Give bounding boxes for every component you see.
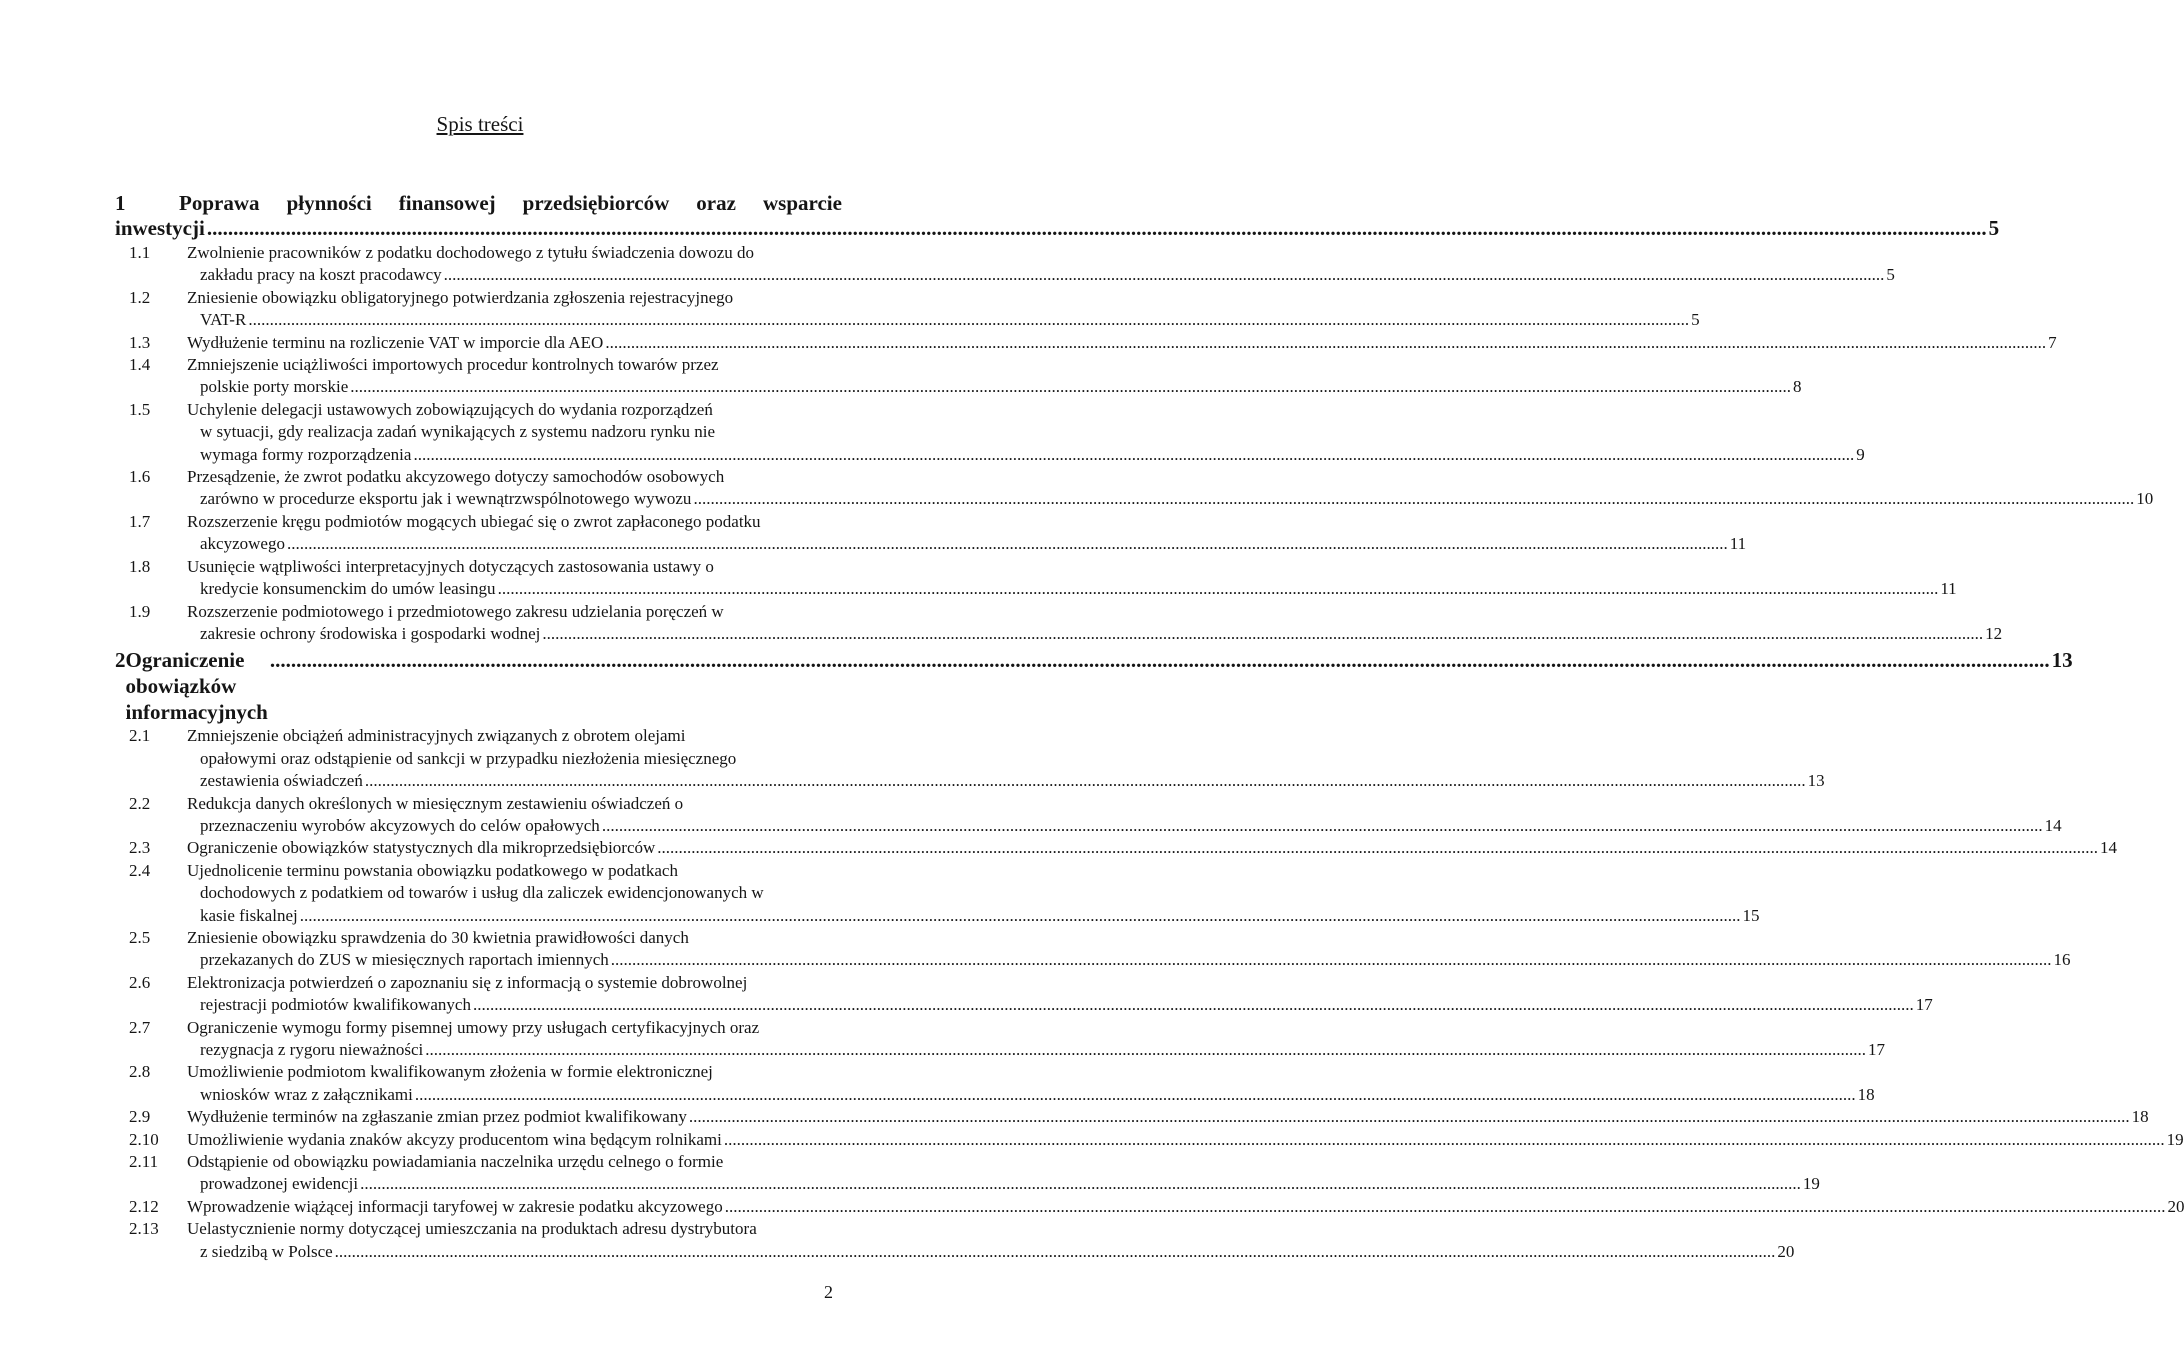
- toc-entry[interactable]: [115, 511, 1747, 556]
- toc-entry-last-line: [187, 815, 2062, 837]
- dot-leader: [335, 1241, 1776, 1263]
- toc-section-heading-text: Ograniczenie obowiązków informacyjnych: [125, 648, 268, 725]
- toc-entry-text-line: zarówno w procedurze eksportu jak i wewnątrzwspólnotowego wywozu: [200, 489, 692, 509]
- toc-entry-text-line: Ograniczenie wymogu formy pisemnej umowy przy usługach certyfikacyjnych oraz: [187, 1017, 760, 1037]
- toc-entry-number: 2.2: [129, 793, 151, 813]
- toc-entry-body: [187, 556, 1957, 601]
- toc-entry-text-line: zestawienia oświadczeń: [200, 771, 363, 791]
- toc-entry-body: [187, 242, 1895, 287]
- toc-entry[interactable]: [115, 601, 2003, 646]
- toc-entry-body: [187, 793, 2062, 838]
- toc-page-ref: 15: [1742, 905, 1760, 925]
- toc-entry-text-line: Zwolnienie pracowników z podatku dochodowego z tytułu świadczenia dowozu do: [187, 243, 754, 262]
- toc-entry-number: 2.13: [129, 1219, 159, 1239]
- toc-entry-number: 2.10: [129, 1129, 159, 1149]
- toc-entry[interactable]: [115, 1061, 1875, 1106]
- toc-entry[interactable]: [115, 287, 1700, 332]
- toc-entry[interactable]: [115, 1218, 1795, 1263]
- table-of-contents: [115, 190, 2184, 1263]
- dot-leader: [207, 216, 1987, 240]
- toc-page-ref: 9: [1856, 444, 1865, 464]
- toc-entry-text-line: Ograniczenie obowiązków statystycznych dla mikroprzedsiębiorców: [187, 838, 656, 858]
- toc-entry-text-line: Uchylenie delegacji ustawowych zobowiązujących do wydania rozporządzeń: [187, 399, 713, 419]
- dot-leader: [248, 309, 1689, 331]
- toc-entry-last-line: [187, 1084, 1875, 1106]
- toc-entry-last-line: [187, 1039, 1885, 1061]
- toc-entry-body: [187, 601, 2002, 646]
- toc-entry-text-line: Usunięcie wątpliwości interpretacyjnych dotyczących zastosowania ustawy o: [187, 556, 714, 576]
- toc-entry-text-line: Umożliwienie wydania znaków akcyzy producentom wina będącym rolnikami: [187, 1129, 722, 1149]
- toc-entry-body: [187, 354, 1802, 399]
- toc-section-heading-word: płynności: [286, 191, 372, 215]
- dot-leader: [360, 1173, 1801, 1195]
- toc-entry-body: [187, 837, 2117, 859]
- dot-leader: [287, 533, 1728, 555]
- toc-entry[interactable]: [115, 1151, 1820, 1196]
- toc-entry-last-line: [187, 444, 1865, 466]
- toc-section-heading-line: [115, 190, 842, 216]
- toc-entry-text-line: Elektronizacja potwierdzeń o zapoznaniu się z informacją o systemie dobrowolnej: [187, 972, 748, 992]
- toc-entry-body: [187, 1061, 1875, 1106]
- toc-page-ref: 17: [1868, 1040, 1885, 1059]
- toc-entry-body: [187, 860, 1759, 927]
- toc-entry-text-line: Zmniejszenie obciążeń administracyjnych związanych z obrotem olejami: [187, 726, 686, 746]
- toc-entry[interactable]: [115, 466, 2154, 511]
- toc-entry-body: [187, 287, 1700, 332]
- toc-entry-last-line: [187, 376, 1802, 398]
- page-title: Spis treści: [436, 112, 524, 136]
- dot-leader: [350, 376, 1791, 398]
- dot-leader: [415, 1084, 1856, 1106]
- toc-entry-last-line: [187, 488, 2153, 510]
- toc-entry-text-line: wniosków wraz z załącznikami: [200, 1084, 413, 1104]
- toc-entry-text-line: Zniesienie obowiązku obligatoryjnego potwierdzania zgłoszenia rejestracyjnego: [187, 287, 734, 307]
- toc-entry-text-line: kasie fiskalnej: [200, 905, 298, 925]
- toc-entry-text-line: kredycie konsumenckim do umów leasingu: [200, 579, 496, 599]
- toc-entry[interactable]: [115, 1106, 2149, 1128]
- toc-entry-last-line: [187, 837, 2117, 859]
- toc-page-ref: 14: [2044, 815, 2062, 835]
- toc-page-ref: 17: [1915, 995, 1933, 1015]
- toc-entry-text-line: polskie porty morskie: [200, 377, 349, 397]
- toc-entry-text-line: rejestracji podmiotów kwalifikowanych: [200, 995, 471, 1015]
- toc-entry[interactable]: [115, 860, 1760, 927]
- toc-entry-last-line: [187, 578, 1957, 600]
- toc-entry[interactable]: [115, 399, 1865, 466]
- toc-entry[interactable]: [115, 1129, 2184, 1151]
- toc-entry[interactable]: [115, 556, 1957, 601]
- toc-entry-body: [187, 927, 2071, 972]
- dot-leader: [724, 1129, 2165, 1151]
- toc-entry-last-line: [187, 949, 2071, 971]
- dot-leader: [473, 994, 1914, 1016]
- toc-entry-text-line: z siedzibą w Polsce: [200, 1241, 333, 1261]
- toc-section-number: 1: [115, 191, 126, 215]
- toc-entry-text-line: VAT-R: [200, 310, 247, 330]
- toc-entry-text-line: Ujednolicenie terminu powstania obowiązku podatkowego w podatkach: [187, 860, 678, 880]
- dot-leader: [542, 623, 1983, 645]
- dot-leader: [425, 1039, 1866, 1061]
- toc-entry[interactable]: [115, 1196, 2184, 1218]
- dot-leader: [657, 837, 2098, 859]
- toc-page-ref: 5: [1691, 310, 1700, 330]
- toc-entry[interactable]: [115, 354, 1802, 399]
- toc-entry-text-line: przeznaczeniu wyrobów akcyzowych do celów opałowych: [200, 815, 600, 835]
- toc-entry-last-line: [187, 332, 2057, 354]
- toc-entry-text-line: Uelastycznienie normy dotyczącej umieszczania na produktach adresu dystrybutora: [187, 1219, 757, 1239]
- toc-entry-number: 2.1: [129, 726, 151, 746]
- toc-section-heading[interactable]: [115, 190, 2000, 240]
- toc-page-ref: 18: [2131, 1107, 2149, 1127]
- toc-entry-text-line: dochodowych z podatkiem od towarów i usług dla zaliczek ewidencjonowanych w: [200, 883, 764, 903]
- toc-entry-text-line: Rozszerzenie kręgu podmiotów mogących ubiegać się o zwrot zapłaconego podatku: [187, 511, 761, 531]
- toc-section-heading-word: wsparcie: [762, 191, 842, 215]
- toc-section-heading-line: [115, 216, 2000, 240]
- toc-entry[interactable]: [115, 242, 1895, 287]
- toc-entry-number: 2.8: [129, 1062, 151, 1082]
- toc-entry-number: 2.5: [129, 927, 151, 947]
- toc-entry-number: 2.12: [129, 1196, 159, 1216]
- toc-entry-number: 1.6: [129, 467, 151, 487]
- dot-leader: [413, 444, 1854, 466]
- toc-page-ref: 13: [2051, 648, 2073, 673]
- toc-entry[interactable]: [115, 1017, 1885, 1062]
- toc-page-ref: 11: [1940, 579, 1957, 599]
- toc-entry[interactable]: [115, 927, 2071, 972]
- toc-section-heading-text: inwestycji: [115, 216, 205, 240]
- toc-entry-number: 1.7: [129, 511, 151, 531]
- dot-leader: [611, 949, 2052, 971]
- toc-entry-text-line: zakładu pracy na koszt pracodawcy: [200, 265, 442, 285]
- toc-page-ref: 5: [1886, 265, 1895, 285]
- toc-entry[interactable]: [115, 725, 1825, 792]
- toc-section-heading-word: przedsiębiorców: [522, 191, 670, 215]
- toc-entry-number: 2.11: [129, 1152, 159, 1172]
- toc-page-ref: 20: [2167, 1196, 2184, 1216]
- toc-page-ref: 19: [2166, 1129, 2184, 1149]
- toc-entry-number: 2.4: [129, 860, 151, 880]
- toc-entry-number: 1.9: [129, 601, 151, 621]
- toc-section-heading[interactable]: [115, 647, 2073, 725]
- toc-entry-number: 2.3: [129, 838, 151, 858]
- toc-entry-body: [187, 1017, 1885, 1062]
- toc-entry[interactable]: [115, 332, 2057, 354]
- toc-entry-body: [187, 332, 2057, 354]
- toc-entry-number: 1.8: [129, 556, 151, 576]
- dot-leader: [605, 332, 2046, 354]
- toc-entry-last-line: [187, 994, 1933, 1016]
- toc-entry-number: 1.2: [129, 287, 151, 307]
- toc-entry-text-line: zakresie ochrony środowiska i gospodarki wodnej: [200, 623, 541, 643]
- toc-entry-body: [187, 1218, 1794, 1263]
- dot-leader: [300, 905, 1741, 927]
- toc-page-ref: 20: [1777, 1241, 1795, 1261]
- toc-section-heading-word: oraz: [696, 191, 736, 215]
- toc-entry-text-line: rezygnacja z rygoru nieważności: [200, 1040, 424, 1059]
- toc-entry-text-line: przekazanych do ZUS w miesięcznych raportach imiennych: [200, 950, 609, 970]
- dot-leader: [693, 488, 2134, 510]
- toc-page-ref: 12: [1985, 623, 2003, 643]
- toc-entry-text-line: prowadzonej ewidencji: [200, 1174, 359, 1194]
- toc-entry[interactable]: [115, 972, 1933, 1017]
- toc-page-ref: 8: [1793, 377, 1802, 397]
- toc-entry-text-line: Zmniejszenie uciążliwości importowych procedur kontrolnych towarów przez: [187, 355, 719, 375]
- toc-page-ref: 5: [1988, 216, 2000, 240]
- toc-entry-body: [187, 1129, 2184, 1151]
- toc-entry-last-line: [187, 1241, 1794, 1263]
- toc-entry-text-line: Przesądzenie, że zwrot podatku akcyzowego dotyczy samochodów osobowych: [187, 467, 725, 487]
- toc-entry-text-line: opałowymi oraz odstąpienie od sankcji w przypadku niezłożenia miesięcznego: [200, 748, 737, 768]
- toc-section-number: 2: [115, 648, 126, 673]
- toc-entry-text-line: wymaga formy rozporządzenia: [200, 444, 412, 464]
- toc-page-ref: 7: [2048, 332, 2057, 352]
- toc-entry-body: [187, 466, 2153, 511]
- toc-entry-text-line: w sytuacji, gdy realizacja zadań wynikających z systemu nadzoru rynku nie: [200, 422, 715, 442]
- toc-entry-last-line: [187, 623, 2002, 645]
- toc-entry[interactable]: [115, 793, 2062, 838]
- toc-entry-body: [187, 972, 1933, 1017]
- toc-entry-text-line: Wprowadzenie wiążącej informacji taryfowej w zakresie podatku akcyzowego: [187, 1196, 723, 1216]
- dot-leader: [725, 1196, 2166, 1218]
- toc-entry-number: 1.5: [129, 399, 151, 419]
- toc-entry-body: [187, 1106, 2149, 1128]
- dot-leader: [270, 647, 2050, 673]
- toc-entry-body: [187, 725, 1825, 792]
- toc-entry-body: [187, 1151, 1820, 1196]
- toc-page-ref: 11: [1729, 534, 1747, 554]
- toc-entry-number: 1.1: [129, 243, 151, 262]
- toc-entry-last-line: [187, 1173, 1820, 1195]
- page-number: 2: [824, 1282, 833, 1302]
- toc-entry-text-line: Odstąpienie od obowiązku powiadamiania naczelnika urzędu celnego o formie: [187, 1152, 724, 1172]
- toc-entry-last-line: [187, 1129, 2184, 1151]
- toc-entry-last-line: [187, 905, 1759, 927]
- toc-section-heading-word: finansowej: [398, 191, 496, 215]
- dot-leader: [602, 815, 2043, 837]
- toc-page-ref: 18: [1857, 1084, 1875, 1104]
- toc-entry-body: [187, 511, 1746, 556]
- toc-entry-last-line: [187, 533, 1746, 555]
- toc-entry[interactable]: [115, 837, 2118, 859]
- toc-entry-number: 2.7: [129, 1017, 151, 1037]
- toc-entry-text-line: Wydłużenie terminów na zgłaszanie zmian przez podmiot kwalifikowany: [187, 1107, 687, 1127]
- toc-entry-number: 1.4: [129, 355, 151, 375]
- dot-leader: [444, 264, 1885, 286]
- toc-page-ref: 16: [2053, 950, 2071, 970]
- toc-page-ref: 13: [1807, 771, 1825, 791]
- toc-entry-last-line: [187, 1196, 2184, 1218]
- toc-entry-last-line: [187, 1106, 2149, 1128]
- toc-page-ref: 14: [2100, 838, 2118, 858]
- toc-entry-text-line: Zniesienie obowiązku sprawdzenia do 30 kwietnia prawidłowości danych: [187, 927, 689, 947]
- toc-page-ref: 19: [1802, 1174, 1820, 1194]
- toc-entry-text-line: Rozszerzenie podmiotowego i przedmiotowego zakresu udzielania poręczeń w: [187, 601, 724, 621]
- dot-leader: [365, 770, 1806, 792]
- toc-entry-text-line: Wydłużenie terminu na rozliczenie VAT w imporcie dla AEO: [187, 332, 604, 352]
- toc-entry-text-line: akcyzowego: [200, 534, 285, 554]
- dot-leader: [689, 1106, 2130, 1128]
- toc-entry-number: 1.3: [129, 332, 151, 352]
- toc-entry-body: [187, 399, 1865, 466]
- toc-entry-body: [187, 1196, 2184, 1218]
- toc-entry-text-line: Umożliwienie podmiotom kwalifikowanym złożenia w formie elektronicznej: [187, 1062, 713, 1082]
- toc-entry-last-line: [187, 770, 1825, 792]
- toc-entry-number: 2.9: [129, 1107, 151, 1127]
- toc-section-heading-word: Poprawa: [179, 191, 260, 215]
- toc-entry-last-line: [187, 309, 1700, 331]
- dot-leader: [498, 578, 1939, 600]
- toc-entry-last-line: [187, 264, 1895, 286]
- toc-entry-text-line: Redukcja danych określonych w miesięcznym zestawieniu oświadczeń o: [187, 793, 684, 813]
- toc-entry-number: 2.6: [129, 972, 151, 992]
- toc-page-ref: 10: [2136, 489, 2154, 509]
